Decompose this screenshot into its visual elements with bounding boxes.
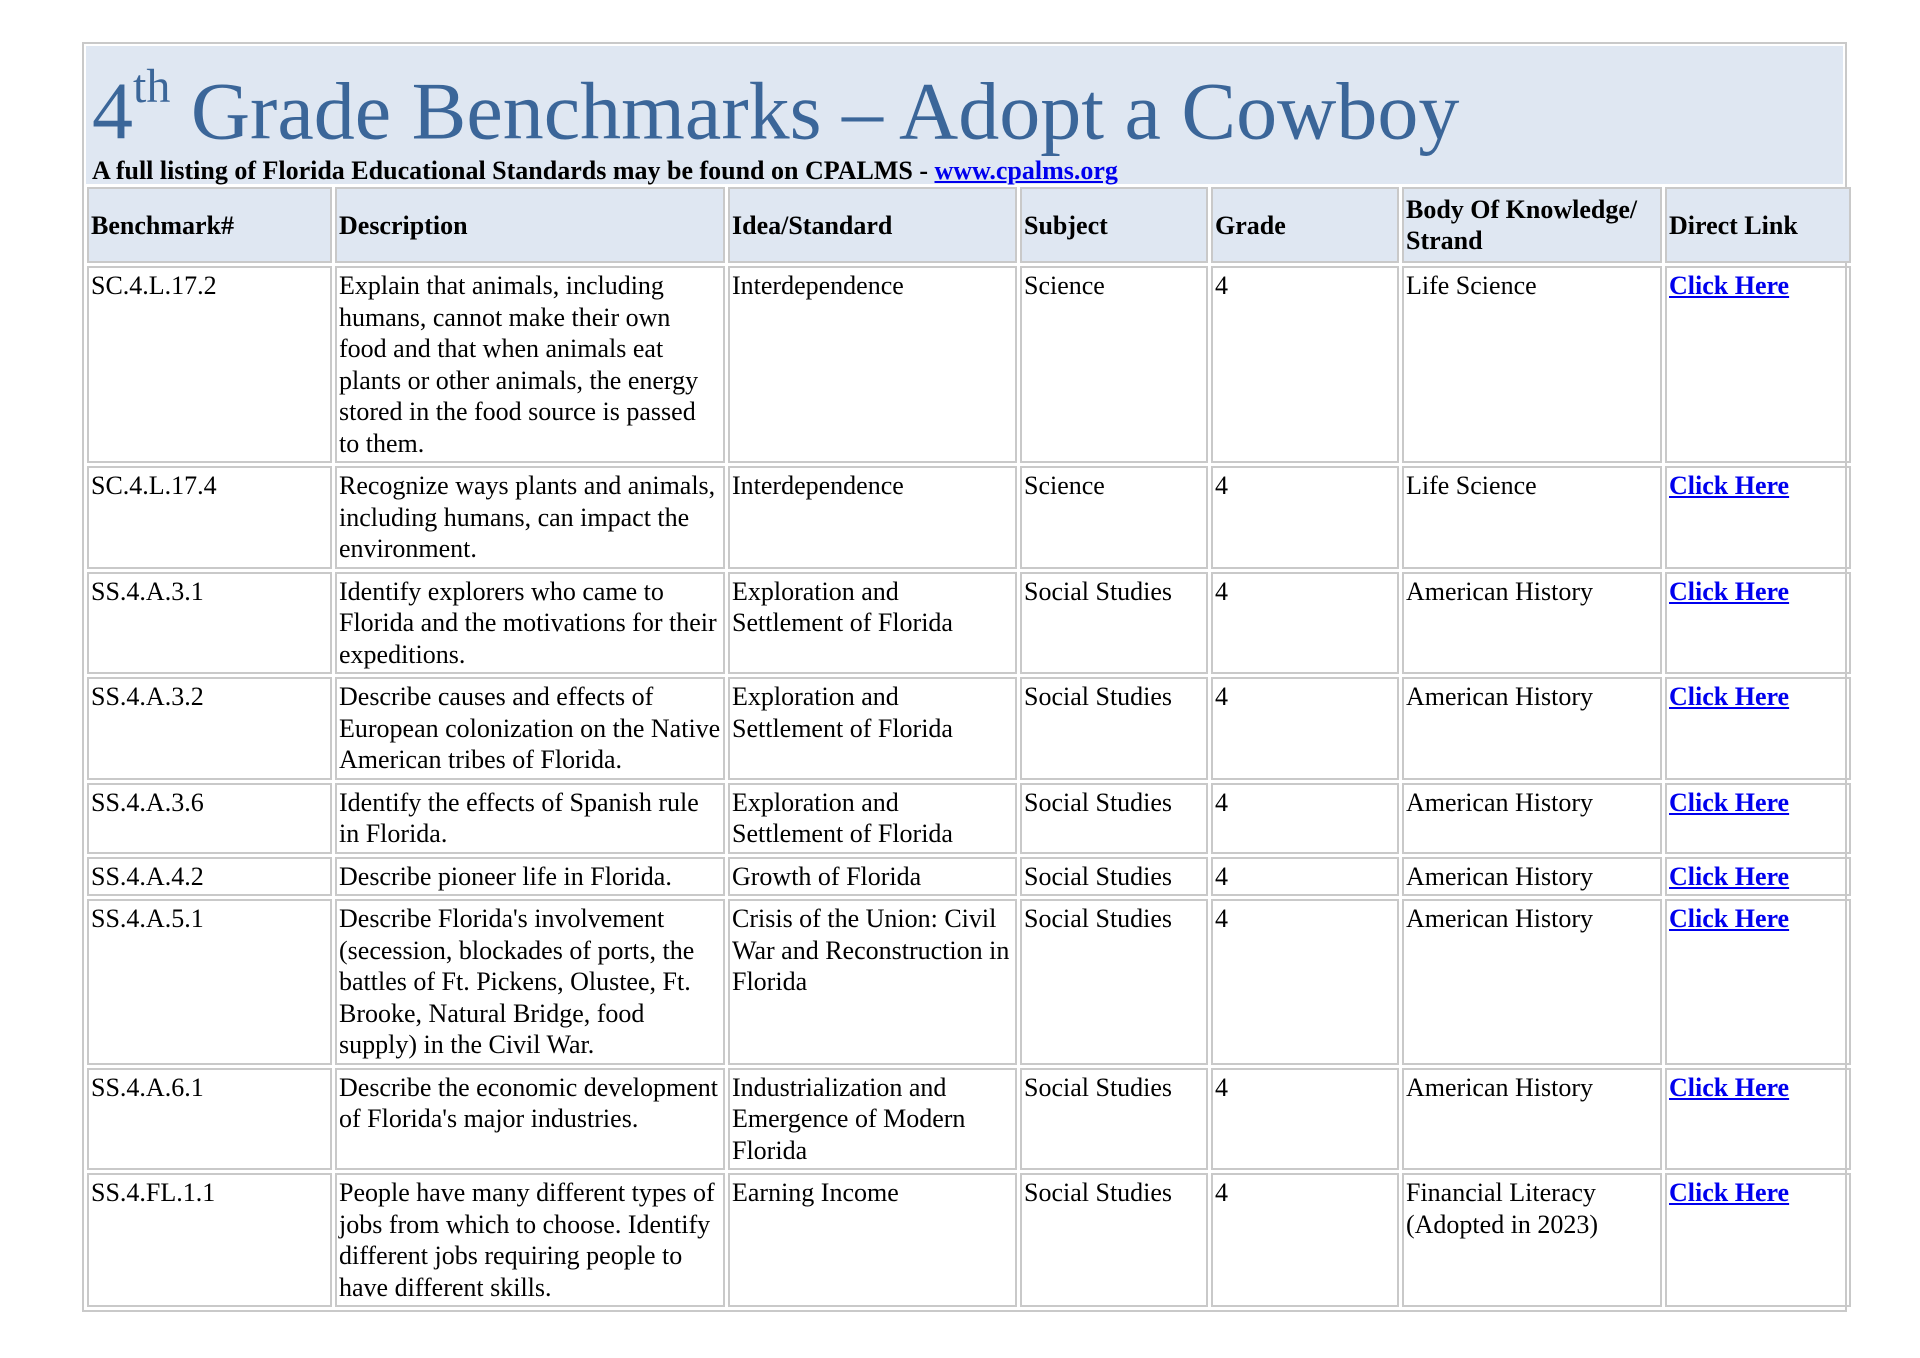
cpalms-note [92,156,1839,186]
table-row [87,857,1851,897]
benchmark-cell: SS.4.FL.1.1 [87,1173,332,1307]
idea-cell: Earning Income [728,1173,1017,1307]
click-here-link[interactable]: Click Here [1669,471,1790,500]
description-cell: Describe causes and effects of European colonization on the Native American tribes of Florida. [335,677,725,780]
benchmarks-document [82,42,1847,1312]
title-ordinal-suffix: th [133,60,171,113]
benchmark-cell: SS.4.A.3.6 [87,783,332,854]
strand-cell: Financial Literacy (Adopted in 2023) [1402,1173,1662,1307]
click-here-link[interactable]: Click Here [1669,787,1790,817]
subject-cell: Social Studies [1020,783,1208,854]
strand-cell: American History [1402,572,1662,675]
click-here-link[interactable]: Click Here [1669,576,1790,606]
idea-cell: Exploration and Settlement of Florida [728,677,1017,780]
grade-cell: 4 [1211,1068,1399,1171]
title-text: Grade Benchmarks – Adopt a Cowboy [170,65,1460,157]
description-cell: Identify the effects of Spanish rule in Florida. [335,783,725,854]
link-cell [1665,466,1851,569]
table-row [87,1173,1851,1307]
benchmark-cell: SC.4.L.17.2 [87,266,332,463]
click-here-link[interactable]: Click Here [1669,1178,1790,1207]
subject-cell: Social Studies [1020,572,1208,675]
table-row [87,783,1851,854]
grade-cell: 4 [1211,783,1399,854]
subject-cell: Science [1020,266,1208,463]
table-row [87,899,1851,1065]
grade-cell: 4 [1211,266,1399,463]
click-here-link[interactable]: Click Here [1669,1072,1790,1102]
click-here-link[interactable]: Click Here [1669,682,1790,711]
title-banner [86,46,1843,184]
link-cell [1665,783,1851,854]
link-cell [1665,857,1851,897]
subject-cell: Social Studies [1020,1173,1208,1307]
idea-cell: Interdependence [728,266,1017,463]
idea-cell: Exploration and Settlement of Florida [728,783,1017,854]
page-title [92,52,1839,157]
table-row [87,266,1851,463]
grade-cell: 4 [1211,466,1399,569]
grade-cell: 4 [1211,899,1399,1065]
click-here-link[interactable]: Click Here [1669,861,1790,891]
description-cell: Describe Florida's involvement (secession, blockades of ports, the battles of Ft. Pickens, Olustee, Ft. Brooke, Natural Bridge, food supply) in the Civil War. [335,899,725,1065]
description-cell: Identify explorers who came to Florida and the motivations for their expeditions. [335,572,725,675]
benchmark-cell: SS.4.A.6.1 [87,1068,332,1171]
column-header-grade: Grade [1211,187,1399,263]
subject-cell: Social Studies [1020,899,1208,1065]
benchmark-cell: SS.4.A.5.1 [87,899,332,1065]
benchmark-cell: SS.4.A.4.2 [87,857,332,897]
cpalms-note-text: A full listing of Florida Educational Standards may be found on CPALMS - [92,156,935,186]
description-cell: Describe pioneer life in Florida. [335,857,725,897]
description-cell: People have many different types of jobs from which to choose. Identify different jobs requiring people to have different skills. [335,1173,725,1307]
description-cell: Recognize ways plants and animals, including humans, can impact the environment. [335,466,725,569]
cpalms-link[interactable]: www.cpalms.org [934,156,1118,186]
column-header-direct-link: Direct Link [1665,187,1851,263]
strand-cell: Life Science [1402,466,1662,569]
subject-cell: Social Studies [1020,1068,1208,1171]
column-header-benchmark: Benchmark# [87,187,332,263]
column-header-strand: Body Of Knowledge/ Strand [1402,187,1662,263]
grade-cell: 4 [1211,677,1399,780]
link-cell [1665,266,1851,463]
column-header-idea-standard: Idea/Standard [728,187,1017,263]
strand-cell: American History [1402,899,1662,1065]
table-row [87,1068,1851,1171]
strand-cell: American History [1402,1068,1662,1171]
strand-cell: American History [1402,677,1662,780]
benchmark-cell: SS.4.A.3.1 [87,572,332,675]
link-cell [1665,677,1851,780]
description-cell: Describe the economic development of Florida's major industries. [335,1068,725,1171]
grade-cell: 4 [1211,572,1399,675]
benchmark-cell: SC.4.L.17.4 [87,466,332,569]
click-here-link[interactable]: Click Here [1669,904,1790,933]
description-cell: Explain that animals, including humans, cannot make their own food and that when animals eat plants or other animals, the energy stored in the food source is passed to them. [335,266,725,463]
grade-cell: 4 [1211,857,1399,897]
strand-cell: Life Science [1402,266,1662,463]
table-row [87,677,1851,780]
grade-cell: 4 [1211,1173,1399,1307]
link-cell [1665,572,1851,675]
subject-cell: Science [1020,466,1208,569]
strand-cell: American History [1402,857,1662,897]
subject-cell: Social Studies [1020,857,1208,897]
benchmark-cell: SS.4.A.3.2 [87,677,332,780]
strand-cell: American History [1402,783,1662,854]
benchmarks-table [84,184,1854,1310]
table-row [87,572,1851,675]
idea-cell: Crisis of the Union: Civil War and Reconstruction in Florida [728,899,1017,1065]
link-cell [1665,899,1851,1065]
title-number: 4 [92,65,133,157]
subject-cell: Social Studies [1020,677,1208,780]
link-cell [1665,1068,1851,1171]
table-header-row [87,187,1851,263]
click-here-link[interactable]: Click Here [1669,271,1790,300]
table-row [87,466,1851,569]
idea-cell: Industrialization and Emergence of Modern Florida [728,1068,1017,1171]
idea-cell: Exploration and Settlement of Florida [728,572,1017,675]
idea-cell: Growth of Florida [728,857,1017,897]
idea-cell: Interdependence [728,466,1017,569]
column-header-subject: Subject [1020,187,1208,263]
column-header-description: Description [335,187,725,263]
link-cell [1665,1173,1851,1307]
